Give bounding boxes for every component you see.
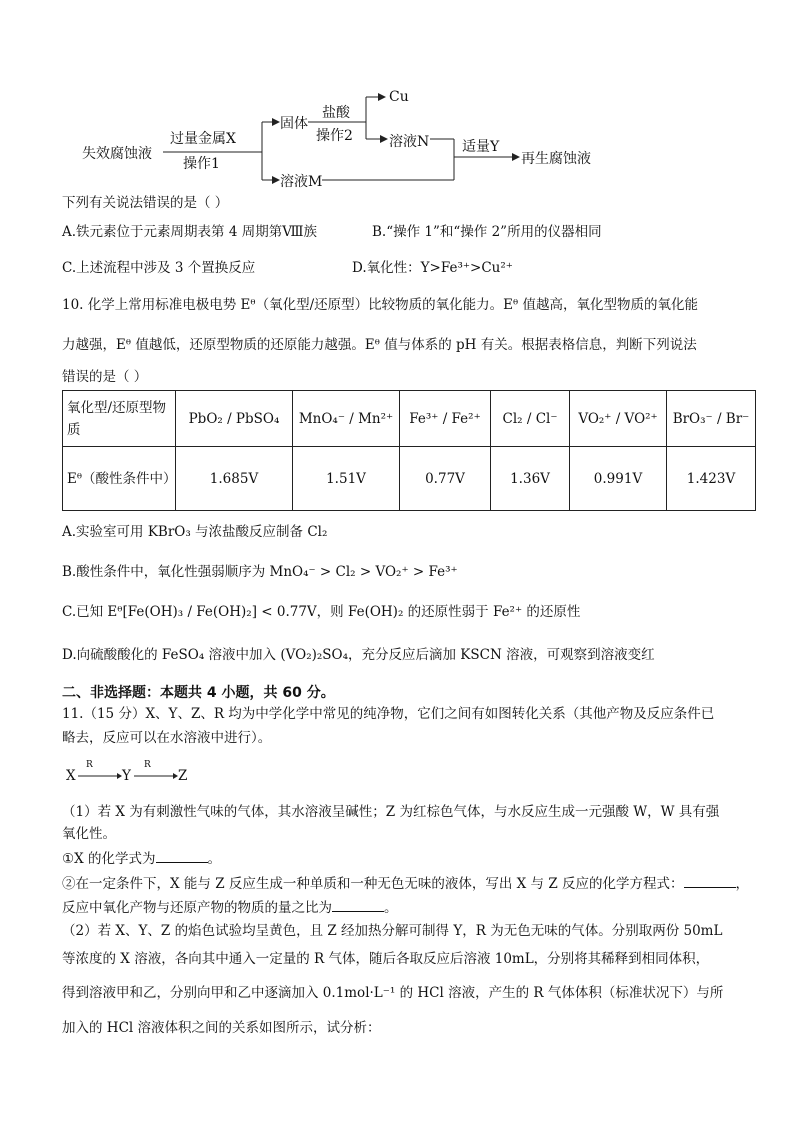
table-header-cell: BrO₃⁻ / Br⁻ bbox=[667, 391, 756, 447]
flow-step3-reagent: 适量Y bbox=[462, 139, 500, 155]
table-row bbox=[63, 447, 756, 511]
potential-table bbox=[62, 390, 756, 511]
flow-step1-op: 操作1 bbox=[183, 156, 220, 172]
chain-x: X bbox=[66, 768, 76, 784]
flow-step2-op: 操作2 bbox=[316, 128, 353, 144]
table-row-label: Eᶿ（酸性条件中） bbox=[63, 447, 176, 511]
q10-option-b: B.酸性条件中，氧化性强弱顺序为 MnO₄⁻ > Cl₂ > VO₂⁺ > Fe³⁺ bbox=[62, 564, 458, 580]
q11-part2-line1: （2）若 X、Y、Z 的焰色试验均呈黄色，且 Z 经加热分解可制得 Y，R 为无色无味的气体。分别取两份 50mL bbox=[62, 923, 723, 939]
q9-option-a: A.铁元素位于元素周期表第 4 周期第Ⅷ族 bbox=[62, 224, 317, 240]
table-header-cell: MnO₄⁻ / Mn²⁺ bbox=[293, 391, 400, 447]
table-header-cell: Fe³⁺ / Fe²⁺ bbox=[400, 391, 491, 447]
answer-blank[interactable] bbox=[156, 848, 208, 863]
flow-step2-reagent: 盐酸 bbox=[322, 105, 350, 121]
flow-solution-n: 溶液N bbox=[389, 134, 430, 150]
chain-arrows bbox=[76, 770, 180, 782]
q9-stem: 下列有关说法错误的是（ ） bbox=[62, 195, 229, 211]
table-cell: 1.423V bbox=[667, 447, 756, 511]
q11-intro-line1: 11.（15 分）X、Y、Z、R 均为中学化学中常见的纯净物，它们之间有如图转化关系（其他产物及反应条件已 bbox=[62, 706, 715, 722]
answer-blank[interactable] bbox=[684, 873, 736, 888]
chain-z: Z bbox=[178, 768, 188, 784]
chain-r-label-2: R bbox=[144, 760, 151, 770]
table-header-row bbox=[63, 391, 756, 447]
q11-part1-q2b: 反应中氧化产物与还原产物的物质的量之比为 。 bbox=[62, 897, 398, 918]
answer-blank[interactable] bbox=[332, 897, 384, 912]
flow-step1-reagent: 过量金属X bbox=[170, 131, 236, 147]
q10-stem-line2: 力越强，Eᶿ 值越低，还原型物质的还原能力越强。Eᶿ 值与体系的 pH 有关。根据表格信息，判断下列说法 bbox=[62, 337, 697, 353]
table-cell: 0.77V bbox=[400, 447, 491, 511]
q9-option-d: D.氧化性：Y>Fe³⁺>Cu²⁺ bbox=[352, 260, 513, 276]
q11-part1-q1: ①X 的化学式为 。 bbox=[62, 848, 221, 869]
q9-option-c: C.上述流程中涉及 3 个置换反应 bbox=[62, 260, 256, 276]
q10-stem-line3: 错误的是（ ） bbox=[62, 369, 148, 385]
flow-end: 再生腐蚀液 bbox=[521, 151, 591, 167]
flow-solid: 固体 bbox=[280, 116, 308, 132]
table-cell: 1.51V bbox=[293, 447, 400, 511]
table-header-cell: 氧化型/还原型物质 bbox=[63, 391, 176, 447]
q10-option-d: D.向硫酸酸化的 FeSO₄ 溶液中加入 (VO₂)₂SO₄，充分反应后滴加 KSCN 溶液，可观察到溶液变红 bbox=[62, 647, 655, 663]
q11-part2-line4: 加入的 HCl 溶液体积之间的关系如图所示，试分析： bbox=[62, 1020, 381, 1036]
q11-part1-line2: 氧化性。 bbox=[62, 826, 116, 842]
chain-y: Y bbox=[122, 768, 131, 784]
q11-part2-line2: 等浓度的 X 溶液，各向其中通入一定量的 R 气体，随后各取反应后溶液 10mL，分别将其稀释到相同体积， bbox=[62, 951, 710, 967]
flow-cu: Cu bbox=[389, 89, 409, 105]
q10-option-c: C.已知 Eᶿ[Fe(OH)₃ / Fe(OH)₂] < 0.77V，则 Fe(OH)₂ 的还原性弱于 Fe²⁺ 的还原性 bbox=[62, 604, 581, 620]
q11-intro-line2: 略去，反应可以在水溶液中进行）。 bbox=[62, 730, 272, 746]
table-cell: 1.685V bbox=[176, 447, 293, 511]
chain-r-label-1: R bbox=[86, 760, 93, 770]
table-header-cell: Cl₂ / Cl⁻ bbox=[491, 391, 570, 447]
q10-stem-line1: 10. 化学上常用标准电极电势 Eᶿ（氧化型/还原型）比较物质的氧化能力。Eᶿ 值越高，氧化型物质的氧化能 bbox=[62, 297, 699, 313]
flow-solution-m: 溶液M bbox=[280, 174, 323, 190]
table-cell: 0.991V bbox=[570, 447, 667, 511]
table-cell: 1.36V bbox=[491, 447, 570, 511]
table-header-cell: PbO₂ / PbSO₄ bbox=[176, 391, 293, 447]
table-header-cell: VO₂⁺ / VO²⁺ bbox=[570, 391, 667, 447]
q9-option-b: B.“操作 1”和“操作 2”所用的仪器相同 bbox=[372, 224, 602, 240]
flow-start: 失效腐蚀液 bbox=[82, 146, 152, 162]
q11-part1-line1: （1）若 X 为有刺激性气味的气体，其水溶液呈碱性；Z 为红棕色气体，与水反应生成一元强酸 W，W 具有强 bbox=[62, 804, 720, 820]
q11-part2-line3: 得到溶液甲和乙，分别向甲和乙中逐滴加入 0.1mol·L⁻¹ 的 HCl 溶液，产生的 R 气体体积（标准状况下）与所 bbox=[62, 985, 724, 1001]
q10-option-a: A.实验室可用 KBrO₃ 与浓盐酸反应制备 Cl₂ bbox=[62, 524, 328, 540]
q11-part1-q2: ②在一定条件下，X 能与 Z 反应生成一种单质和一种无色无味的液体，写出 X 与 Z 反应的化学方程式： ， bbox=[62, 873, 749, 894]
section-heading: 二、非选择题：本题共 4 小题，共 60 分。 bbox=[62, 685, 335, 701]
